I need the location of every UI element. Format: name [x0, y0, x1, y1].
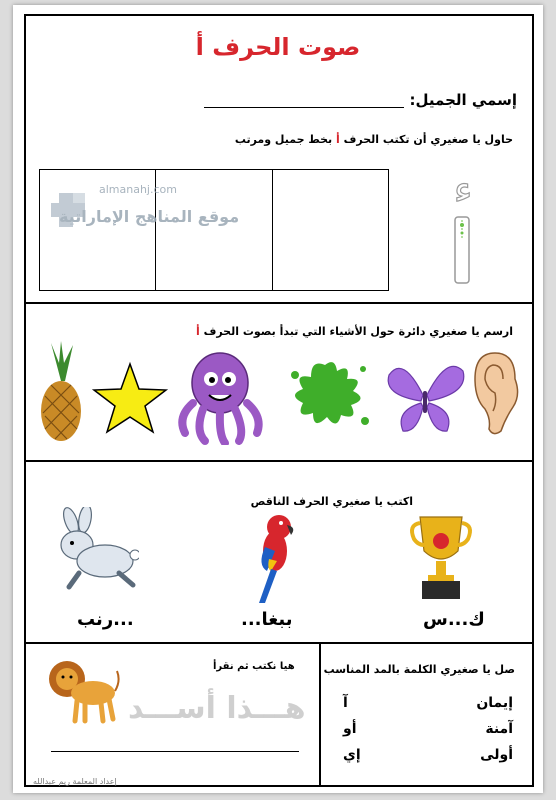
- writing-grid: [39, 169, 389, 291]
- missing-letter-word[interactable]: ببغا...: [241, 609, 293, 630]
- svg-text:ء: ء: [453, 167, 473, 213]
- name-label: إسمي الجميل:: [409, 91, 517, 109]
- watermark-site: almanahj.com: [99, 183, 177, 196]
- write-line[interactable]: [51, 751, 299, 752]
- match-mark[interactable]: إي: [343, 747, 361, 763]
- butterfly-icon[interactable]: [383, 355, 469, 439]
- lion-icon: [43, 657, 121, 727]
- section-divider: [24, 642, 534, 644]
- ear-icon[interactable]: [471, 349, 527, 439]
- instruction-letter: أ: [336, 133, 340, 146]
- star-icon[interactable]: [91, 361, 169, 435]
- read-word: هـــذا أســـد: [128, 691, 306, 726]
- section5-instruction: هيا نكتب ثم نقرأ: [213, 661, 295, 672]
- octopus-icon[interactable]: [175, 347, 265, 445]
- section3-instruction: اكتب يا صغيري الحرف الناقص: [250, 495, 413, 508]
- section1-instruction: حاول يا صغيري أن تكتب الحرف أ بخط جميل ومرتب: [234, 133, 513, 146]
- page-title: صوت الحرف أ: [195, 33, 361, 61]
- section-divider: [24, 460, 534, 462]
- name-write-line[interactable]: [204, 107, 404, 108]
- worksheet-page: [13, 5, 543, 793]
- section4-instruction: صل يا صغيري الكلمة بالمد المناسب: [323, 663, 515, 676]
- trophy-icon: [408, 511, 474, 607]
- section-divider: [24, 302, 534, 304]
- rabbit-icon: [49, 507, 139, 593]
- letter-alef-model-icon: [433, 163, 493, 293]
- missing-letter-word[interactable]: ...رنب: [77, 609, 134, 630]
- match-word[interactable]: آمنة: [485, 721, 513, 737]
- missing-letter-word[interactable]: ك...س: [423, 609, 485, 630]
- name-row: [204, 91, 518, 109]
- parrot-icon: [247, 511, 307, 607]
- watermark-text: موقع المناهج الإماراتية: [59, 207, 240, 226]
- writing-cell[interactable]: [273, 170, 388, 290]
- match-mark[interactable]: أو: [343, 721, 357, 737]
- match-mark[interactable]: آ: [343, 695, 348, 711]
- match-word[interactable]: إيمان: [476, 695, 513, 711]
- paint-splash-icon[interactable]: [285, 355, 371, 435]
- section2-instruction: ارسم يا صغيري دائرة حول الأشياء التي تبدأ بصوت الحرف أ: [195, 325, 513, 338]
- picture-row: [13, 335, 543, 445]
- match-word[interactable]: أولى: [480, 747, 513, 763]
- column-divider: [319, 642, 321, 787]
- ananas-icon[interactable]: [37, 341, 85, 441]
- teacher-credit: إعداد المعلمة ريم عبدالله: [33, 777, 117, 786]
